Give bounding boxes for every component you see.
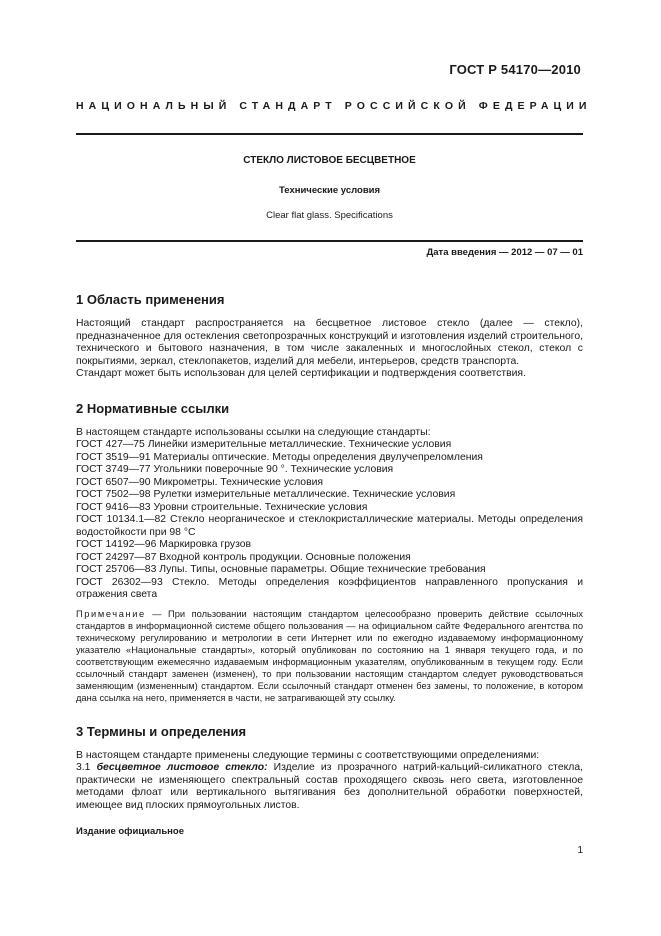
section-1-paragraph-1 [76, 318, 583, 368]
section-3-heading: 3 Термины и определения [76, 723, 247, 739]
reference-item: ГОСТ 26302—93 Стекло. Методы определения коэффициентов направленного пропускания и отражения света [76, 576, 583, 600]
document-title: СТЕКЛО ЛИСТОВОЕ БЕСЦВЕТНОЕ [243, 155, 416, 166]
term-number: 3.1 [76, 762, 91, 773]
introduction-date: Дата введения — 2012 — 07 — 01 [426, 247, 583, 258]
term-name: бесцветное листовое стекло: [96, 762, 268, 773]
reference-item: ГОСТ 3749—77 Угольники поверочные 90 °. Технические условия [76, 464, 394, 475]
reference-item: ГОСТ 25706—83 Лупы. Типы, основные параметры. Общие технические требования [76, 564, 486, 575]
document-body [76, 292, 583, 812]
edition-label: Издание официальное [76, 826, 184, 837]
document-subtitle: Технические условия [278, 185, 381, 196]
reference-item: ГОСТ 3519—91 Материалы оптические. Методы определения двулучепреломления [76, 451, 483, 463]
header-rule [76, 133, 583, 135]
english-title: Clear flat glass. Specifications [266, 210, 393, 221]
section-3-intro: В настоящем стандарте применены следующие термины с соответствующими определениями: [76, 749, 540, 761]
reference-item: ГОСТ 14192—96 Маркировка грузов [76, 539, 252, 550]
reference-item: ГОСТ 24297—87 Входной контроль продукции. Основные положения [76, 551, 411, 563]
page-number: 1 [577, 845, 583, 856]
section-1-paragraph-2: Стандарт может быть использован для целей сертификации и подтверждения соответствия. [76, 368, 526, 379]
note-label: Примечание [76, 608, 146, 619]
standard-number: ГОСТ Р 54170—2010 [449, 62, 581, 77]
term-definition-text: Изделие из прозрачного натрий-кальций-силикатного стекла, практически не изменяющего спектральный состав проходящего сквозь него света, изготовленное методами флоат или вертикального вытягивания без дополнительной обработки поверхностей, имеющее вид плоских прямоугольных листов. [76, 762, 583, 811]
section-1-paragraph-1-text: Настоящий стандарт распространяется на бесцветное листовое стекло (далее — стекло), предназначенное для остекления светопрозрачных конструкций и изготовления изделий строительного, технического и бытового назначения, в том числе закаленных и многослойных стекол, стекол с покрытиями, зеркал, стеклопакетов, изделий для мебели, интерьеров, средств транспорта. [76, 318, 583, 367]
note-text: — При пользовании настоящим стандартом целесообразно проверить действие ссылочных стандартов в информационной системе общего пользования — на официальном сайте Федерального агентства по техническому регулированию и метрологии в сети Интернет или по ежегодно издаваемому информационному указателю «Национальные стандарты», который опубликован по состоянию на 1 января текущего года, и по соответствующим ежемесячно издаваемым информационным указателям, опубликованным в текущем году. Если ссылочный стандарт заменен (изменен), то при пользовании настоящим стандартом следует руководствоваться заменяющим (измененным) стандартом. Если ссылочный стандарт отменен без замены, то положение, в котором дана ссылка на него, применяется в части, не затрагивающей эту ссылку. [76, 608, 583, 703]
section-1-heading: 1 Область применения [76, 292, 225, 307]
national-standard-banner: НАЦИОНАЛЬНЫЙ СТАНДАРТ РОССИЙСКОЙ ФЕДЕРАЦИИ [76, 100, 592, 112]
section-2-heading: 2 Нормативные ссылки [76, 400, 230, 416]
reference-item: ГОСТ 6507—90 Микрометры. Технические условия [76, 476, 324, 488]
section-2-intro: В настоящем стандарте использованы ссылки на следующие стандарты: [76, 426, 431, 438]
reference-item: ГОСТ 7502—98 Рулетки измерительные металлические. Технические условия [76, 489, 456, 500]
section-2-note [76, 608, 583, 704]
reference-item: ГОСТ 427—75 Линейки измерительные металлические. Технические условия [76, 439, 452, 450]
term-definition [76, 762, 583, 812]
reference-item: ГОСТ 10134.1—82 Стекло неорганическое и стеклокристаллические материалы. Методы определения водостойкости при 98 °С [76, 514, 583, 538]
reference-item: ГОСТ 9416—83 Уровни строительные. Технические условия [76, 501, 368, 513]
title-rule [76, 240, 583, 242]
